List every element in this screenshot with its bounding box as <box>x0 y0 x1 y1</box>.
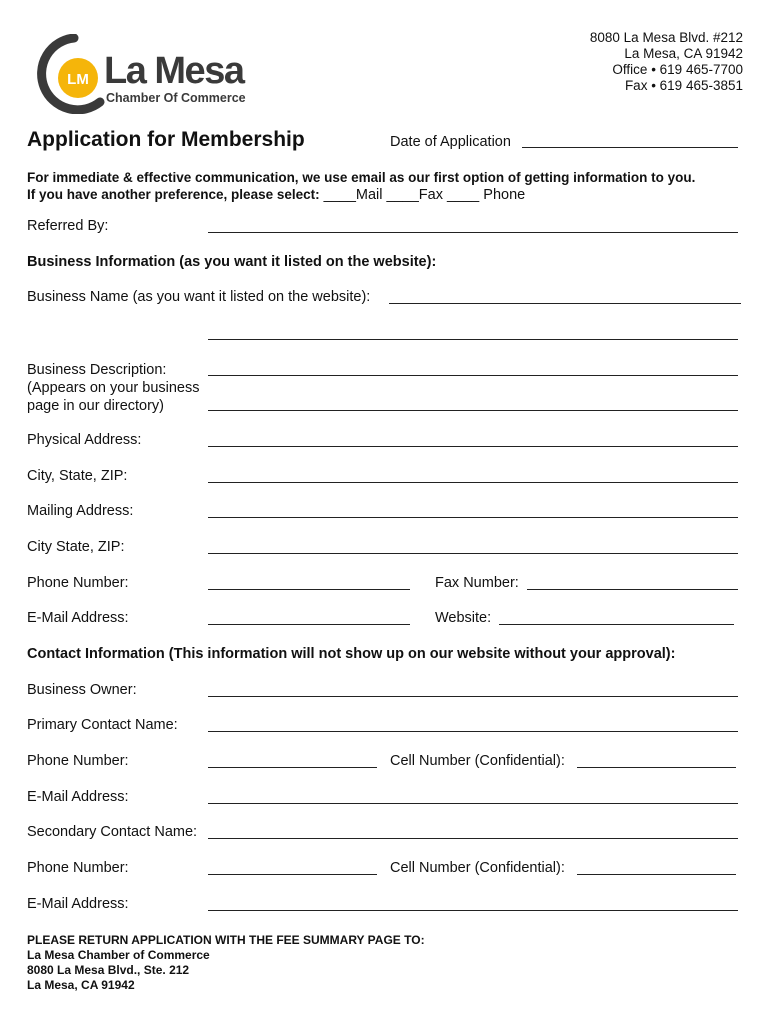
logo-name: La Mesa <box>104 50 244 92</box>
business-name-label: Business Name (as you want it listed on the website): <box>27 289 371 305</box>
secondary-phone-label: Phone Number: <box>27 860 129 876</box>
footer-line: La Mesa, CA 91942 <box>27 978 135 992</box>
primary-cell-field[interactable] <box>577 767 736 768</box>
email-address-label: E-Mail Address: <box>27 610 129 626</box>
secondary-contact-field[interactable] <box>208 838 738 839</box>
secondary-cell-field[interactable] <box>577 874 736 875</box>
mailing-city-state-zip-label: City State, ZIP: <box>27 539 125 555</box>
secondary-contact-label: Secondary Contact Name: <box>27 824 198 840</box>
logo-subtitle: Chamber Of Commerce <box>106 91 246 105</box>
fax-number-field[interactable] <box>527 589 738 590</box>
mailing-city-state-zip-field[interactable] <box>208 553 738 554</box>
preference-prompt: If you have another preference, please select: <box>27 187 320 202</box>
website-field[interactable] <box>499 624 734 625</box>
desc-label-line: page in our directory) <box>27 398 165 414</box>
contact-section-heading: Contact Information (This information will not show up on our website without your approval): <box>27 646 676 662</box>
secondary-phone-field[interactable] <box>208 874 377 875</box>
page-title: Application for Membership <box>27 128 305 151</box>
secondary-email-field[interactable] <box>208 910 738 911</box>
physical-address-field[interactable] <box>208 446 738 447</box>
secondary-cell-label: Cell Number (Confidential): <box>390 860 565 876</box>
office-phone: Office • 619 465-7700 <box>612 62 743 77</box>
footer-line: PLEASE RETURN APPLICATION WITH THE FEE SUMMARY PAGE TO: <box>27 933 425 947</box>
logo-emblem-icon <box>34 34 114 114</box>
email-address-field[interactable] <box>208 624 410 625</box>
chamber-address <box>590 30 743 94</box>
referred-by-label: Referred By: <box>27 218 109 234</box>
city-state-zip-field[interactable] <box>208 482 738 483</box>
website-label: Website: <box>435 610 492 626</box>
primary-email-field[interactable] <box>208 803 738 804</box>
address-line: 8080 La Mesa Blvd. #212 <box>589 30 743 45</box>
business-description-label <box>27 361 200 415</box>
business-owner-label: Business Owner: <box>27 682 137 698</box>
business-description-field[interactable] <box>208 375 738 376</box>
primary-contact-field[interactable] <box>208 731 738 732</box>
date-field[interactable] <box>522 147 738 148</box>
primary-contact-label: Primary Contact Name: <box>27 717 178 733</box>
physical-address-label: Physical Address: <box>27 432 142 448</box>
desc-label-line: (Appears on your business <box>27 380 200 396</box>
fax-number-label: Fax Number: <box>435 575 519 591</box>
referred-by-field[interactable] <box>208 232 738 233</box>
footer-line: 8080 La Mesa Blvd., Ste. 212 <box>27 963 190 977</box>
mailing-address-field[interactable] <box>208 517 738 518</box>
preference-options[interactable]: ____Mail ____Fax ____ Phone <box>319 187 526 203</box>
svg-text:LM: LM <box>67 71 89 88</box>
return-instructions <box>27 933 425 993</box>
business-name-field-2[interactable] <box>208 339 738 340</box>
date-label: Date of Application <box>390 134 511 150</box>
business-name-field[interactable] <box>389 303 741 304</box>
primary-phone-label: Phone Number: <box>27 753 129 769</box>
intro-text: For immediate & effective communication, we use email as our first option of getting information to you. <box>27 170 696 185</box>
primary-email-label: E-Mail Address: <box>27 789 129 805</box>
business-section-heading: Business Information (as you want it listed on the website): <box>27 254 437 270</box>
phone-number-field[interactable] <box>208 589 410 590</box>
footer-line: La Mesa Chamber of Commerce <box>27 948 210 962</box>
business-description-field-2[interactable] <box>208 410 738 411</box>
city-state-zip-label: City, State, ZIP: <box>27 468 128 484</box>
primary-cell-label: Cell Number (Confidential): <box>390 753 565 769</box>
secondary-email-label: E-Mail Address: <box>27 896 129 912</box>
mailing-address-label: Mailing Address: <box>27 503 134 519</box>
fax-number: Fax • 619 465-3851 <box>624 78 743 93</box>
primary-phone-field[interactable] <box>208 767 377 768</box>
phone-number-label: Phone Number: <box>27 575 129 591</box>
address-line: La Mesa, CA 91942 <box>624 46 743 61</box>
business-owner-field[interactable] <box>208 696 738 697</box>
preference-line <box>27 187 525 203</box>
desc-label-line: Business Description: <box>27 362 167 378</box>
